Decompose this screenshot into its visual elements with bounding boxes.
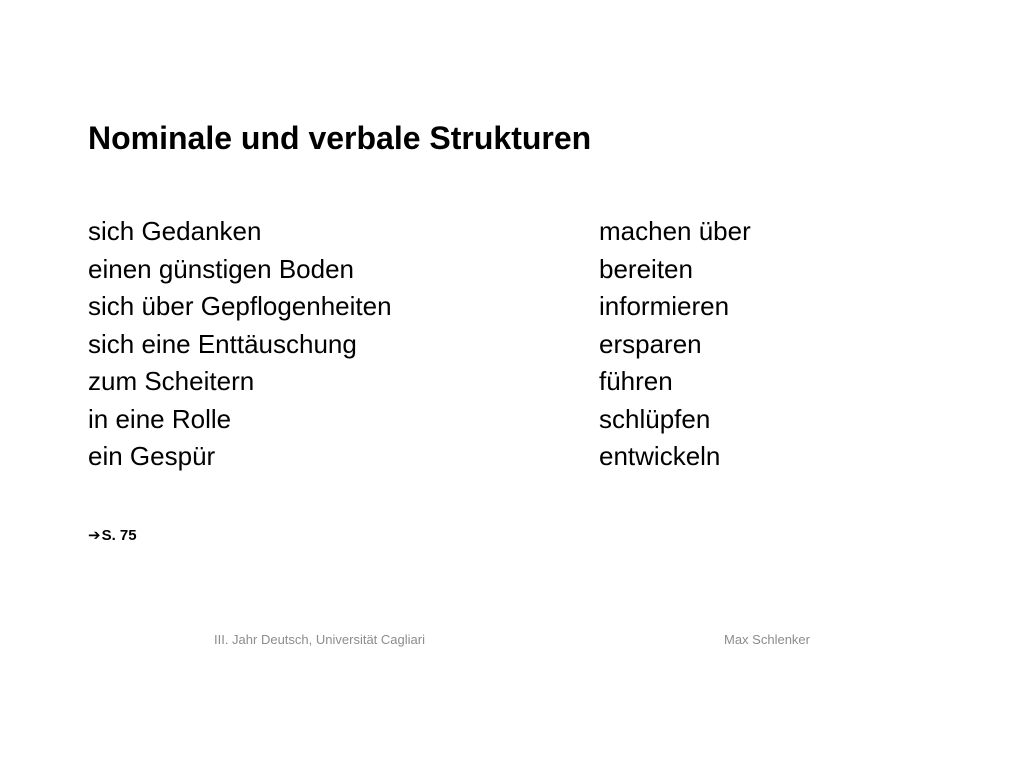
list-item (88, 326, 788, 363)
footer-author: Max Schlenker (724, 632, 810, 647)
noun-phrase: ein Gespür (88, 441, 216, 471)
verb-phrase: informieren (599, 291, 730, 321)
footer-course: III. Jahr Deutsch, Universität Cagliari (214, 632, 425, 647)
verb-phrase: entwickeln (599, 441, 721, 471)
list-item (88, 213, 788, 250)
page-reference-text: S. 75 (101, 526, 137, 544)
verb-phrase: schlüpfen (599, 404, 711, 434)
noun-phrase: einen günstigen Boden (88, 254, 355, 284)
list-item (88, 401, 788, 438)
noun-phrase: in eine Rolle (88, 404, 232, 434)
noun-phrase: sich eine Enttäuschung (88, 329, 357, 359)
list-item (88, 288, 788, 325)
noun-phrase: sich über Gepflogenheiten (88, 291, 392, 321)
verb-phrase: machen über (599, 216, 751, 246)
right-arrow-icon: ➔ (88, 527, 101, 544)
slide-title: Nominale und verbale Strukturen (88, 120, 592, 156)
noun-phrase: sich Gedanken (88, 216, 262, 246)
verb-phrase: führen (599, 366, 673, 396)
list-item (88, 438, 788, 475)
verb-phrase: ersparen (599, 329, 702, 359)
list-item (88, 363, 788, 400)
noun-phrase: zum Scheitern (88, 366, 255, 396)
verb-phrase: bereiten (599, 254, 693, 284)
list-item (88, 251, 788, 288)
page-reference (88, 526, 137, 544)
